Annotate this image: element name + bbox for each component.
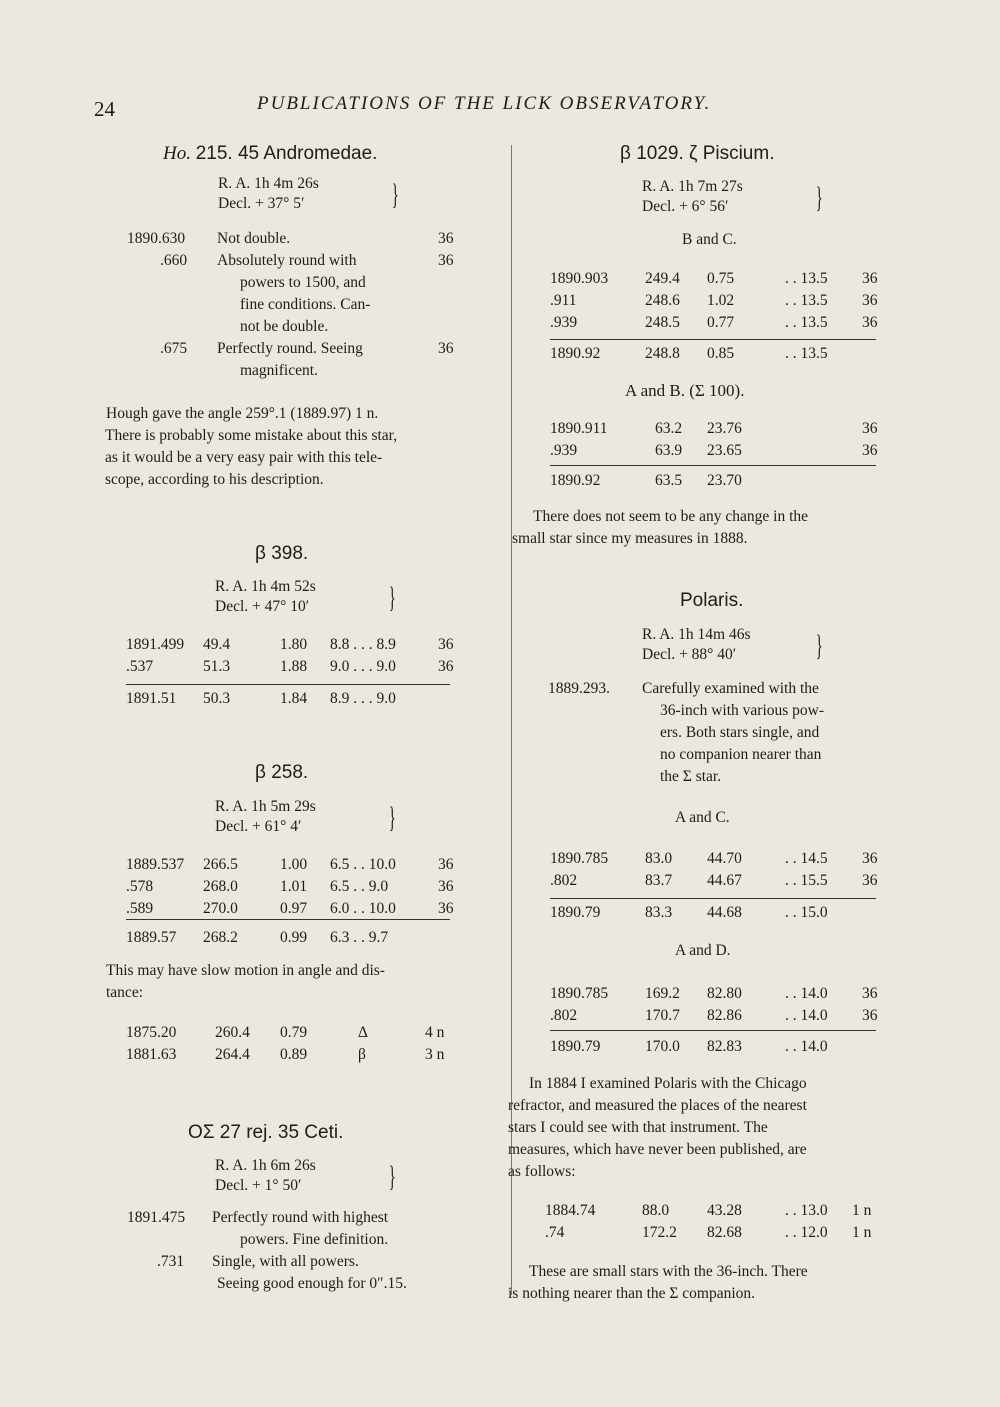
- history-cell: 3 n: [425, 1046, 445, 1063]
- mean-cell: . . 13.5: [785, 345, 828, 362]
- measure-cell: 169.2: [645, 985, 680, 1002]
- measure-cell: 9.0 . . . 9.0: [330, 658, 396, 675]
- brace: }: [388, 581, 396, 614]
- measure-cell: . . 13.5: [785, 292, 828, 309]
- paragraph-line: These are small stars with the 36-inch. There: [529, 1263, 808, 1280]
- measure-cell: 44.70: [707, 850, 742, 867]
- right-ascension: R. A. 1h 6m 26s: [215, 1157, 316, 1174]
- measure-cell: 1.88: [280, 658, 308, 675]
- right-ascension: R. A. 1h 4m 52s: [215, 578, 316, 595]
- obs-text: ers. Both stars single, and: [660, 724, 820, 741]
- mean-cell: 0.99: [280, 929, 308, 946]
- measure-cell: 1891.499: [126, 636, 185, 653]
- measure-cell: . . 13.5: [785, 270, 828, 287]
- table-rule: [126, 919, 450, 920]
- measure-cell: .589: [126, 900, 154, 917]
- history-cell: 264.4: [215, 1046, 250, 1063]
- section-heading-ho215: [163, 143, 377, 165]
- mean-cell: 1890.92: [550, 345, 601, 362]
- measure-cell: 82.86: [707, 1007, 742, 1024]
- paragraph-line: There is probably some mistake about this star,: [105, 427, 398, 444]
- measure-cell: 270.0: [203, 900, 238, 917]
- right-ascension: R. A. 1h 4m 26s: [218, 175, 319, 192]
- table-rule: [550, 898, 876, 899]
- mean-cell: 248.8: [645, 345, 680, 362]
- measure-cell: 36: [862, 442, 878, 459]
- heading-prefix: Ho.: [163, 143, 196, 164]
- history-cell: 0.89: [280, 1046, 308, 1063]
- measure-cell: 266.5: [203, 856, 238, 873]
- measure-cell: 36: [438, 658, 454, 675]
- measure-cell: 0.97: [280, 900, 308, 917]
- table-rule: [550, 465, 876, 466]
- measure-cell: .939: [550, 314, 578, 331]
- history-cell: . . 12.0: [785, 1224, 828, 1241]
- mean-cell: . . 14.0: [785, 1038, 828, 1055]
- history-cell: 1 n: [852, 1224, 872, 1241]
- mean-cell: 1890.92: [550, 472, 601, 489]
- paragraph-line: small star since my measures in 1888.: [512, 530, 748, 547]
- history-cell: 260.4: [215, 1024, 250, 1041]
- section-heading-oe27: OΣ 27 rej. 35 Ceti.: [188, 1122, 344, 1143]
- right-ascension: R. A. 1h 7m 27s: [642, 178, 743, 195]
- measure-cell: . . 15.5: [785, 872, 828, 889]
- table-rule: [550, 339, 876, 340]
- measure-cell: . . 14.0: [785, 985, 828, 1002]
- measure-cell: 36: [862, 850, 878, 867]
- mean-cell: 1890.79: [550, 1038, 601, 1055]
- measure-cell: 36: [862, 420, 878, 437]
- brace: }: [815, 629, 823, 662]
- measure-cell: 36: [862, 270, 878, 287]
- history-cell: .74: [545, 1224, 565, 1241]
- obs-text: Absolutely round with: [217, 252, 357, 269]
- measure-cell: .578: [126, 878, 154, 895]
- obs-date: 1891.475: [127, 1209, 186, 1226]
- paragraph-line: refractor, and measured the places of the nearest: [508, 1097, 807, 1114]
- history-cell: 172.2: [642, 1224, 677, 1241]
- measure-cell: 6.0 . . 10.0: [330, 900, 396, 917]
- measure-cell: 6.5 . . 9.0: [330, 878, 389, 895]
- right-ascension: R. A. 1h 5m 29s: [215, 798, 316, 815]
- obs-text: fine conditions. Can-: [240, 296, 371, 313]
- obs-text: Not double.: [217, 230, 291, 247]
- measure-cell: .802: [550, 1007, 578, 1024]
- measure-cell: 83.0: [645, 850, 673, 867]
- measure-cell: 0.75: [707, 270, 735, 287]
- obs-text: Perfectly round. Seeing: [217, 340, 363, 357]
- measure-cell: 1890.785: [550, 850, 609, 867]
- declination: Decl. + 37° 5′: [218, 195, 305, 212]
- measure-cell: . . 13.5: [785, 314, 828, 331]
- table-rule: [550, 1030, 876, 1031]
- history-cell: 82.68: [707, 1224, 742, 1241]
- history-cell: 1884.74: [545, 1202, 596, 1219]
- heading-text: 215. 45 Andromedae.: [195, 143, 378, 164]
- measure-cell: 1.80: [280, 636, 308, 653]
- measure-cell: 0.77: [707, 314, 735, 331]
- measure-cell: 1890.785: [550, 985, 609, 1002]
- measure-cell: 1890.903: [550, 270, 609, 287]
- measure-cell: 36: [862, 292, 878, 309]
- measure-cell: 1890.911: [550, 420, 608, 437]
- measure-cell: 249.4: [645, 270, 680, 287]
- subheading: A and C.: [675, 809, 730, 826]
- measure-cell: . . 14.5: [785, 850, 828, 867]
- paragraph-line: measures, which have never been published, are: [508, 1141, 807, 1158]
- running-head: PUBLICATIONS OF THE LICK OBSERVATORY.: [257, 93, 712, 114]
- measure-cell: 63.9: [655, 442, 683, 459]
- declination: Decl. + 61° 4′: [215, 818, 302, 835]
- subheading: A and B. (Σ 100).: [625, 381, 745, 400]
- measure-cell: 63.2: [655, 420, 683, 437]
- mean-cell: 0.85: [707, 345, 735, 362]
- table-rule: [126, 684, 450, 685]
- measure-cell: 36: [438, 878, 454, 895]
- measure-cell: 268.0: [203, 878, 238, 895]
- aperture: 36: [438, 340, 454, 357]
- page-number: 24: [94, 97, 115, 121]
- paragraph-line: This may have slow motion in angle and dis-: [106, 962, 385, 979]
- section-heading-beta1029: β 1029. ζ Piscium.: [620, 143, 775, 164]
- paragraph-line: In 1884 I examined Polaris with the Chicago: [529, 1075, 807, 1092]
- measure-cell: .537: [126, 658, 154, 675]
- measure-cell: 248.5: [645, 314, 680, 331]
- history-cell: 1881.63: [126, 1046, 177, 1063]
- measure-cell: .939: [550, 442, 578, 459]
- obs-date: 1889.293.: [548, 680, 610, 697]
- measure-cell: 6.5 . . 10.0: [330, 856, 396, 873]
- subheading: A and D.: [675, 942, 731, 959]
- mean-cell: 1.84: [280, 690, 308, 707]
- paragraph-line: stars I could see with that instrument. The: [508, 1119, 768, 1136]
- paragraph-line: as it would be a very easy pair with this tele-: [105, 449, 383, 466]
- history-cell: 88.0: [642, 1202, 670, 1219]
- measure-cell: 82.80: [707, 985, 742, 1002]
- obs-date: .675: [160, 340, 188, 357]
- mean-cell: 1891.51: [126, 690, 177, 707]
- measure-cell: 36: [438, 856, 454, 873]
- measure-cell: 49.4: [203, 636, 231, 653]
- obs-text: Perfectly round with highest: [212, 1209, 389, 1226]
- declination: Decl. + 1° 50′: [215, 1177, 302, 1194]
- measure-cell: 1889.537: [126, 856, 185, 873]
- obs-text: powers. Fine definition.: [240, 1231, 389, 1248]
- declination: Decl. + 88° 40′: [642, 646, 737, 663]
- measure-cell: 36: [862, 314, 878, 331]
- measure-cell: 1.01: [280, 878, 308, 895]
- history-cell: 1 n: [852, 1202, 872, 1219]
- measure-cell: .802: [550, 872, 578, 889]
- history-cell: 4 n: [425, 1024, 445, 1041]
- mean-cell: 23.70: [707, 472, 742, 489]
- brace: }: [388, 1160, 396, 1193]
- measure-cell: 23.65: [707, 442, 742, 459]
- history-cell: 43.28: [707, 1202, 742, 1219]
- measure-cell: 36: [862, 1007, 878, 1024]
- obs-text: powers to 1500, and: [240, 274, 366, 291]
- measure-cell: 51.3: [203, 658, 231, 675]
- obs-text: not be double.: [240, 318, 329, 335]
- obs-text: magnificent.: [240, 362, 318, 379]
- mean-cell: 82.83: [707, 1038, 742, 1055]
- measure-cell: . . 14.0: [785, 1007, 828, 1024]
- mean-cell: 6.3 . . 9.7: [330, 929, 389, 946]
- paragraph-line: as follows:: [508, 1163, 576, 1180]
- section-heading-beta258: β 258.: [255, 762, 309, 783]
- obs-text: 36-inch with various pow-: [660, 702, 825, 719]
- mean-cell: 268.2: [203, 929, 238, 946]
- measure-cell: .911: [550, 292, 577, 309]
- history-cell: 1875.20: [126, 1024, 177, 1041]
- right-ascension: R. A. 1h 14m 46s: [642, 626, 751, 643]
- measure-cell: 1.00: [280, 856, 308, 873]
- obs-text: the Σ star.: [660, 768, 722, 785]
- section-heading-polaris: Polaris.: [680, 590, 744, 611]
- measure-cell: 248.6: [645, 292, 680, 309]
- paragraph-line: is nothing nearer than the Σ companion.: [508, 1285, 756, 1302]
- paragraph-line: tance:: [106, 984, 144, 1001]
- measure-cell: 36: [862, 985, 878, 1002]
- declination: Decl. + 6° 56′: [642, 198, 729, 215]
- measure-cell: 1.02: [707, 292, 735, 309]
- history-cell: Δ: [358, 1024, 368, 1041]
- mean-cell: 8.9 . . . 9.0: [330, 690, 396, 707]
- measure-cell: 83.7: [645, 872, 673, 889]
- measure-cell: 36: [862, 872, 878, 889]
- section-heading-beta398: β 398.: [255, 543, 309, 564]
- mean-cell: 170.0: [645, 1038, 680, 1055]
- measure-cell: 36: [438, 636, 454, 653]
- measure-cell: 23.76: [707, 420, 742, 437]
- paragraph-line: There does not seem to be any change in the: [533, 508, 809, 525]
- obs-text: Carefully examined with the: [642, 680, 819, 697]
- obs-text: no companion nearer than: [660, 746, 822, 763]
- obs-date: .731: [157, 1253, 185, 1270]
- history-cell: β: [358, 1046, 366, 1063]
- mean-cell: 44.68: [707, 904, 742, 921]
- mean-cell: . . 15.0: [785, 904, 828, 921]
- history-cell: 0.79: [280, 1024, 308, 1041]
- obs-text: Single, with all powers.: [212, 1253, 359, 1270]
- subheading: B and C.: [682, 231, 737, 248]
- mean-cell: 1889.57: [126, 929, 177, 946]
- measure-cell: 44.67: [707, 872, 742, 889]
- measure-cell: 36: [438, 900, 454, 917]
- aperture: 36: [438, 230, 454, 247]
- mean-cell: 50.3: [203, 690, 231, 707]
- obs-date: 1890.630: [127, 230, 186, 247]
- mean-cell: 83.3: [645, 904, 673, 921]
- obs-date: .660: [160, 252, 188, 269]
- brace: }: [391, 178, 399, 211]
- history-cell: . . 13.0: [785, 1202, 828, 1219]
- declination: Decl. + 47° 10′: [215, 598, 310, 615]
- aperture: 36: [438, 252, 454, 269]
- obs-text: Seeing good enough for 0″.15.: [217, 1275, 407, 1292]
- paragraph-line: Hough gave the angle 259°.1 (1889.97) 1 n.: [106, 405, 379, 422]
- brace: }: [815, 181, 823, 214]
- mean-cell: 1890.79: [550, 904, 601, 921]
- measure-cell: 8.8 . . . 8.9: [330, 636, 396, 653]
- brace: }: [388, 801, 396, 834]
- measure-cell: 170.7: [645, 1007, 680, 1024]
- paragraph-line: scope, according to his description.: [105, 471, 324, 488]
- mean-cell: 63.5: [655, 472, 683, 489]
